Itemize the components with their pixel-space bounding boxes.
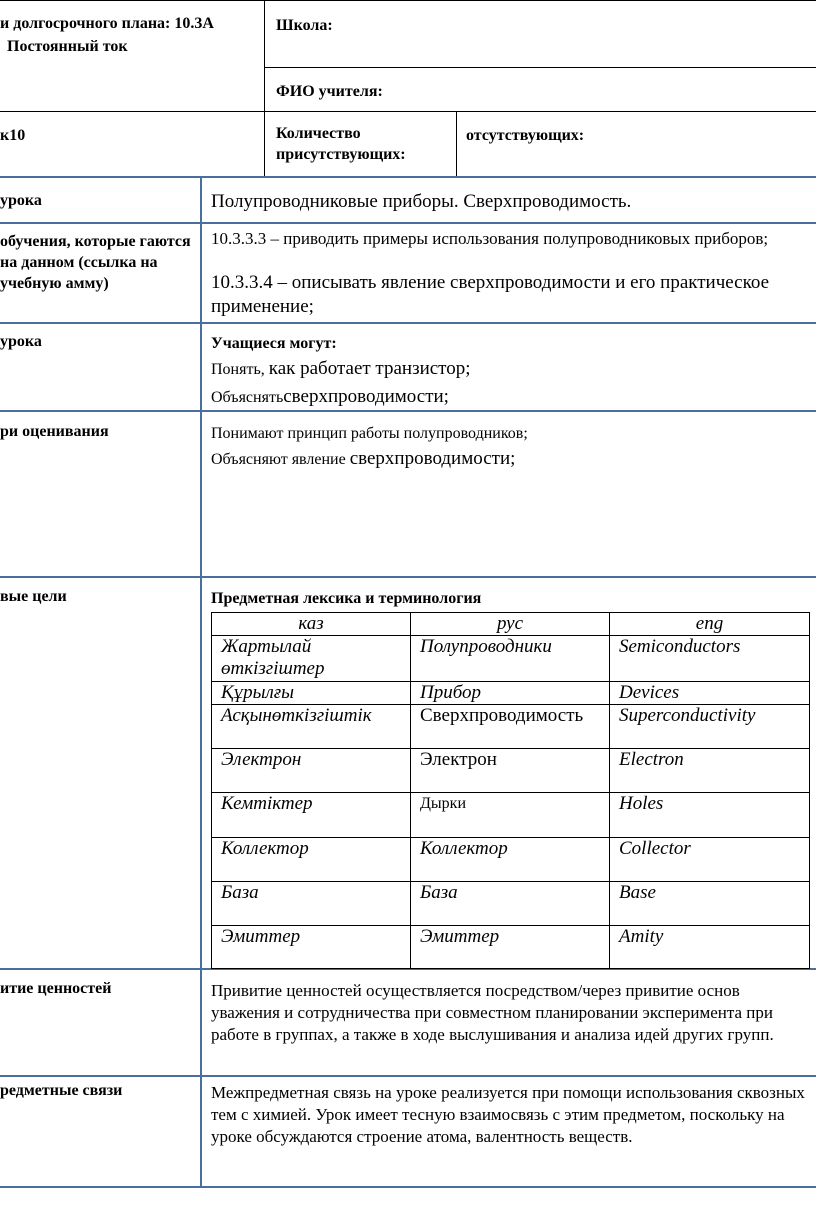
table-row (212, 749, 810, 793)
plan-section-label: и долгосрочного плана: 10.3А (0, 15, 214, 32)
vocab-col-kaz: каз (212, 613, 411, 636)
objectives-row-label: обучения, которые гаются на данном (ссылка на учебную амму) (0, 233, 191, 292)
goals-heading: Учащиеся могут: (211, 335, 337, 352)
vocab-cell: Асқынөткізгіштік (212, 705, 411, 749)
goal-item-1-start: Понять, (211, 361, 269, 378)
frame-bottom (0, 1186, 816, 1188)
goals-row-label: урока (0, 333, 42, 350)
vocab-cell: Сверхпроводимость (411, 705, 610, 749)
values-text: Привитие ценностей осуществляется посредством/через привитие основ уважения и сотрудничества при совместном планировании эксперимента при работе в группах, а также в ходе выслушивания и анализа идей других групп. (211, 981, 774, 1044)
vocab-cell: Эмиттер (212, 925, 411, 968)
goal-item-1-end: как работает транзистор; (268, 358, 471, 379)
vocab-cell: Полупроводники (411, 636, 610, 682)
divider-present (456, 111, 457, 176)
vocab-cell: Жартылай өткізгіштер (212, 636, 411, 682)
vocab-header-row (212, 613, 810, 636)
frame-line-4 (0, 410, 816, 412)
objective-1: 10.3.3.3 – приводить примеры использования полупроводниковых приборов; (211, 229, 769, 248)
crosscurricular-text: Межпредметная связь на уроке реализуется при помощи использования сквозных тем с химией. Урок имеет тесную взаимосвязь с этим предметом, поскольку на уроке обсуждаются строение атома, валентность веществ. (211, 1083, 805, 1146)
topic-row-value: Полупроводниковые приборы. Сверхпроводимость. (211, 191, 632, 212)
vocab-cell: Base (610, 881, 810, 925)
criteria-row-label: ри оценивания (0, 423, 109, 440)
goal-item-2-start: Объяснять (211, 389, 284, 406)
frame-line-2 (0, 222, 816, 224)
frame-line-1 (0, 176, 816, 178)
vocab-cell: Amity (610, 925, 810, 968)
goal-item-2-end: сверхпроводимости; (283, 386, 449, 407)
vocab-cell: База (411, 881, 610, 925)
table-row (212, 705, 810, 749)
school-label: Школа: (276, 17, 333, 34)
goal-item-1 (211, 357, 471, 381)
vocab-cell: Коллектор (411, 837, 610, 881)
absent-label: отсутствующих: (466, 127, 585, 144)
criteria-item-1: Понимают принцип работы полупроводников; (211, 425, 528, 442)
vocab-cell: Коллектор (212, 837, 411, 881)
crosscurricular-row-label: редметные связи (0, 1082, 123, 1099)
vocab-table (211, 612, 810, 969)
class-label: к10 (0, 127, 26, 144)
vocab-cell: Құрылғы (212, 682, 411, 705)
vocab-col-eng: eng (610, 613, 810, 636)
vocab-cell: Электрон (411, 749, 610, 793)
table-row (212, 793, 810, 837)
vocab-cell: Electron (610, 749, 810, 793)
vocab-heading: Предметная лексика и терминология (211, 590, 482, 607)
criteria-item-2 (211, 447, 515, 471)
vocab-col-rus: рус (411, 613, 610, 636)
vocab-cell: Superconductivity (610, 705, 810, 749)
vocab-cell: Devices (610, 682, 810, 705)
vocab-cell: Semiconductors (610, 636, 810, 682)
language-row-label: вые цели (0, 588, 67, 605)
plan-topic-label: Постоянный ток (7, 38, 128, 55)
top-border (0, 0, 816, 1)
frame-line-7 (0, 1075, 816, 1077)
criteria-item-2-end: сверхпроводимости; (349, 448, 516, 469)
divider-top (264, 0, 265, 176)
table-row (212, 881, 810, 925)
vocab-cell: Кемтіктер (212, 793, 411, 837)
vocab-cell: Прибор (411, 682, 610, 705)
frame-line-5 (0, 576, 816, 578)
vocab-cell: Эмиттер (411, 925, 610, 968)
table-row (212, 925, 810, 968)
frame-divider (200, 176, 202, 1187)
table-row (212, 682, 810, 705)
topic-row-label: урока (0, 192, 42, 209)
goal-item-2 (211, 385, 449, 409)
criteria-item-2-start: Объясняют явление (211, 451, 350, 468)
values-row-label: итие ценностей (0, 980, 112, 997)
vocab-cell: Дырки (411, 793, 610, 837)
vocab-cell: База (212, 881, 411, 925)
teacher-label: ФИО учителя: (276, 83, 383, 100)
present-label: Количество присутствующих: (276, 125, 406, 163)
objective-2: 10.3.3.4 – описывать явление сверхпроводимости и его практическое применение; (211, 272, 770, 317)
vocab-cell: Collector (610, 837, 810, 881)
frame-line-3 (0, 322, 816, 324)
vocab-cell: Электрон (212, 749, 411, 793)
table-row (212, 837, 810, 881)
line-school (264, 67, 816, 68)
vocab-cell: Holes (610, 793, 810, 837)
line-teacher (0, 111, 816, 112)
table-row (212, 636, 810, 682)
